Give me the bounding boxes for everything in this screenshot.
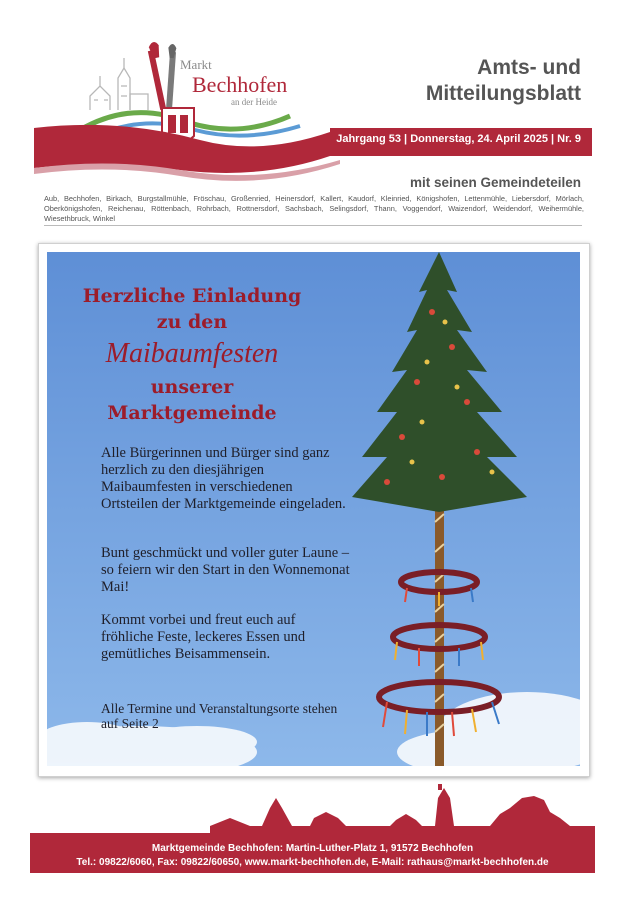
- gemeindeteile-list: Aub, Bechhofen, Birkach, Burgstallmühle, Fröschau, Großenried, Heinersdorf, Kallert, Kaudorf, Kleinried, Königshofen, Lettenmühle, Liebersdorf, Mörlach, Oberkönigshofen, Reichenau, Röttenbach, Rohrbach, Rottnersdorf, Sachsbach, Selingsdorf, Thann, Voggendorf, Waizendorf, Weidendorf, Weihermühle, Wiesethbruck, Winkel: [44, 194, 584, 223]
- logo-name-text: Bechhofen: [192, 72, 288, 97]
- poster-heading-line5: Marktgemeinde: [107, 402, 277, 424]
- poster-paragraph-1: Alle Bürgerinnen und Bürger sind ganz herzlich zu den diesjährigen Maibaumfesten in verschiedenen Ortsteilen der Marktgemeinde eingeladen.: [101, 445, 346, 512]
- poster-heading-line1: Herzliche Einladung: [82, 285, 302, 307]
- publication-title-line2: Mitteilungsblatt: [425, 82, 581, 105]
- poster-paragraph-2: Bunt geschmückt und voller guter Laune – so feiern wir den Start in den Wonnemonat Mai!: [101, 545, 350, 595]
- footer-address: Marktgemeinde Bechhofen: Martin-Luther-Platz 1, 91572 Bechhofen: [151, 843, 474, 854]
- gemeindeteile-heading: mit seinen Gemeindeteilen: [409, 175, 581, 190]
- poster-heading-maibaumfesten: Maibaumfesten: [105, 338, 279, 369]
- poster-paragraph-4: Alle Termine und Veranstaltungsorte stehen auf Seite 2: [101, 701, 338, 731]
- maibaum-poster: [47, 252, 580, 766]
- header-divider: [44, 225, 582, 226]
- publication-title-line1: Amts- und: [477, 56, 581, 79]
- poster-heading-line2: zu den: [156, 311, 228, 333]
- logo-subtitle-text: an der Heide: [231, 97, 277, 107]
- logo-markt-text: Markt: [180, 57, 212, 72]
- poster-heading-line4: unserer: [150, 376, 234, 398]
- footer-contact: Tel.: 09822/6060, Fax: 09822/60650, www.markt-bechhofen.de, E-Mail: rathaus@markt-bechhofen.de: [76, 857, 549, 868]
- poster-paragraph-3: Kommt vorbei und freut euch auf fröhliche Feste, leckeres Essen und gemütliches Beisammensein.: [101, 612, 306, 662]
- issue-info: Jahrgang 53 | Donnerstag, 24. April 2025 | Nr. 9: [336, 133, 581, 145]
